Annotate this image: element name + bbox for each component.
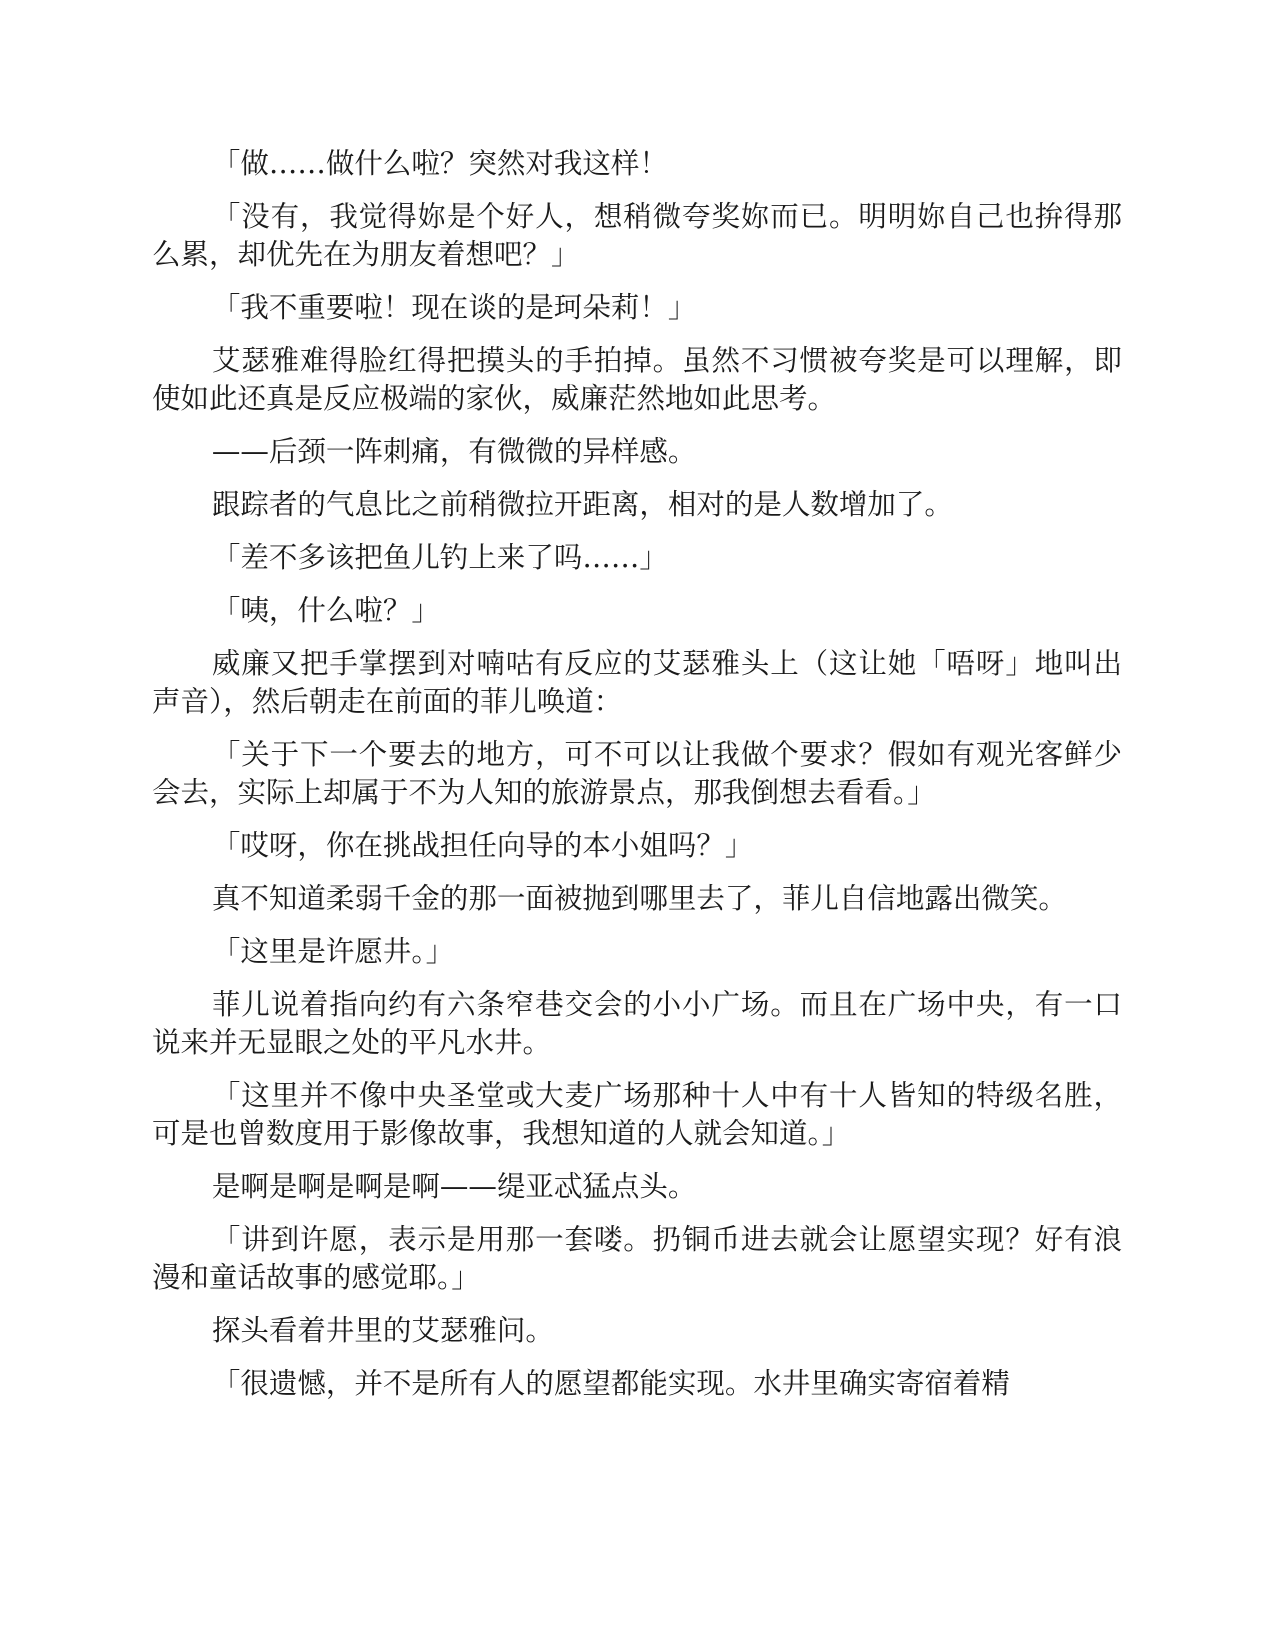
paragraph-16: 是啊是啊是啊是啊——缇亚忒猛点头。 [211,1170,697,1203]
paragraph-7: 「差不多该把鱼儿钓上来了吗……」 [211,541,668,574]
paragraph-13: 「这里是许愿井。」 [211,935,455,968]
paragraph-19: 「很遗憾，并不是所有人的愿望都能实现。水井里确实寄宿着精 [211,1367,1010,1400]
paragraph-5: ——后颈一阵刺痛，有微微的异样感。 [211,435,697,468]
paragraph-15: 「这里并不像中央圣堂或大麦广场那种十人中有十人皆知的特级名胜，可是也曾数度用于影像故事，我想知道的人就会知道。」 [152,1079,1122,1150]
paragraph-1: 「做……做什么啦？突然对我这样！ [211,147,668,180]
paragraph-8: 「咦，什么啦？」 [211,594,440,627]
paragraph-12: 真不知道柔弱千金的那一面被抛到哪里去了，菲儿自信地露出微笑。 [211,882,1067,915]
paragraph-9: 威廉又把手掌摆到对喃咕有反应的艾瑟雅头上（这让她「唔呀」地叫出声音），然后朝走在前面的菲儿唤道： [152,647,1122,718]
paragraph-18: 探头看着井里的艾瑟雅问。 [211,1314,554,1347]
paragraph-2: 「没有，我觉得妳是个好人，想稍微夸奖妳而已。明明妳自己也拚得那么累，却优先在为朋友着想吧？」 [152,200,1122,271]
document-body [152,145,1122,1418]
paragraph-6: 跟踪者的气息比之前稍微拉开距离，相对的是人数增加了。 [211,488,953,521]
paragraph-10: 「关于下一个要去的地方，可不可以让我做个要求？假如有观光客鲜少会去，实际上却属于不为人知的旅游景点，那我倒想去看看。」 [152,738,1122,809]
paragraph-14: 菲儿说着指向约有六条窄巷交会的小小广场。而且在广场中央，有一口说来并无显眼之处的平凡水井。 [152,988,1122,1059]
paragraph-17: 「讲到许愿，表示是用那一套喽。扔铜币进去就会让愿望实现？好有浪漫和童话故事的感觉耶。」 [152,1223,1122,1294]
paragraph-4: 艾瑟雅难得脸红得把摸头的手拍掉。虽然不习惯被夸奖是可以理解，即使如此还真是反应极端的家伙，威廉茫然地如此思考。 [152,344,1122,415]
paragraph-3: 「我不重要啦！现在谈的是珂朵莉！」 [211,291,697,324]
paragraph-11: 「哎呀，你在挑战担任向导的本小姐吗？」 [211,829,754,862]
